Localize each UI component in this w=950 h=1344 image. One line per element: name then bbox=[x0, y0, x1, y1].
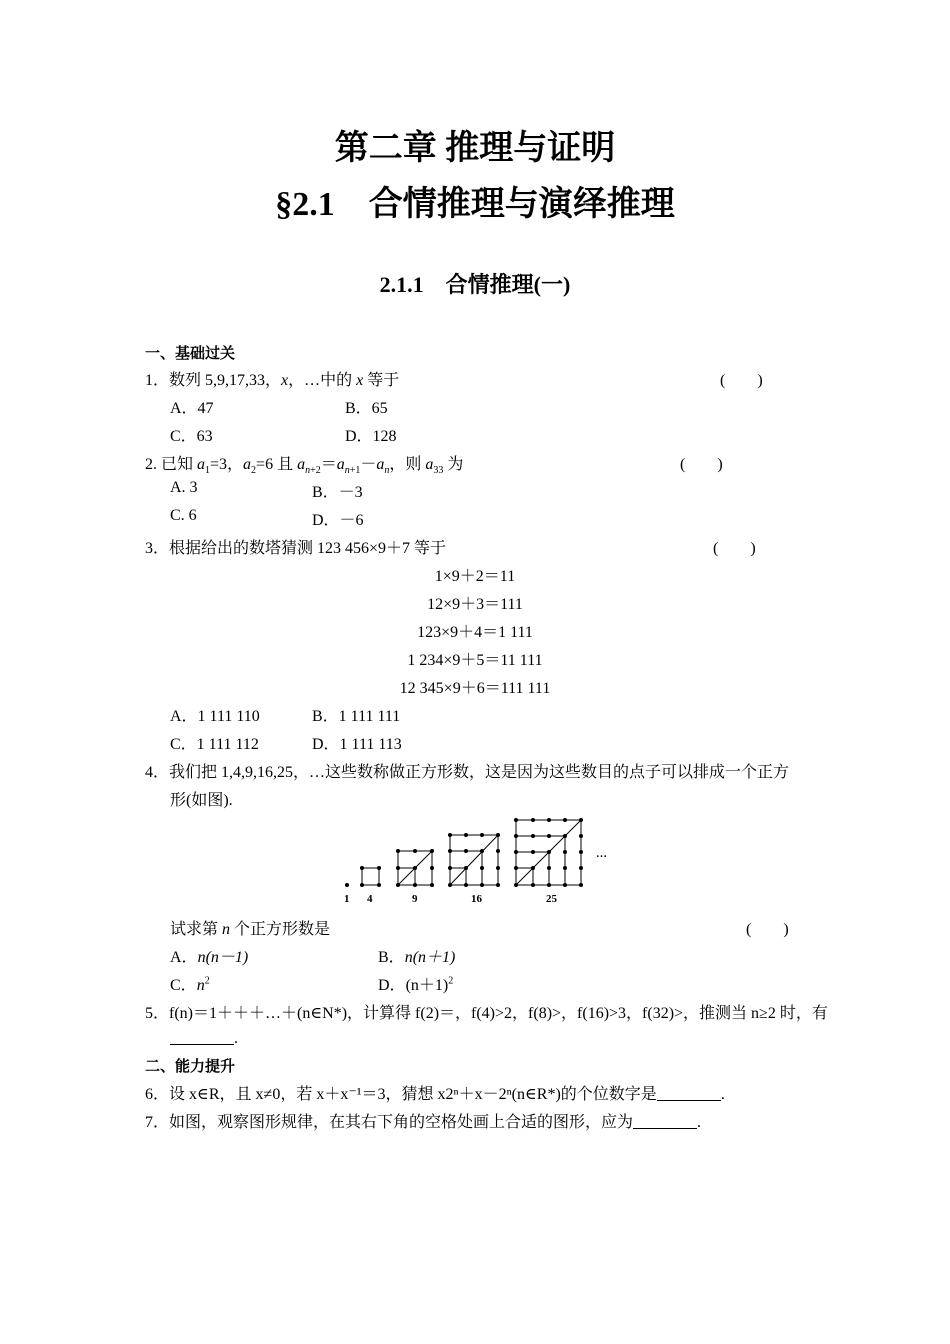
q5-stem: 5．f(n)＝1＋＋＋…＋(n∈N*)，计算得 f(2)＝，f(4)>2，f(8)>，f(16)>3，f(32)>，推测当 n≥2 时，有 bbox=[145, 1005, 828, 1022]
subsection-title: 2.1.1 合情推理(一) bbox=[379, 272, 571, 297]
q3-stem: 3．根据给出的数塔猜测 123 456×9＋7 等于 bbox=[145, 540, 447, 557]
q3-option-b: B．1 111 111 bbox=[312, 708, 401, 725]
part1-heading: 一、基础过关 bbox=[145, 344, 236, 362]
q1-option-c: C．63 bbox=[170, 428, 213, 445]
figure-label-9: 9 bbox=[412, 893, 418, 905]
figure-ellipsis: … bbox=[596, 848, 607, 860]
q2-option-a: A. 3 bbox=[170, 479, 198, 496]
q3-tower-line-5: 12 345×9＋6＝111 111 bbox=[399, 680, 551, 697]
part2-heading: 二、能力提升 bbox=[145, 1057, 236, 1075]
q1-option-a: A．47 bbox=[170, 400, 214, 417]
q4-option-c: C．$n^2$ bbox=[170, 975, 210, 994]
figure-label-25: 25 bbox=[546, 893, 557, 905]
q3-tower-line-3: 123×9＋4＝1 111 bbox=[417, 624, 533, 641]
q6-stem: 6．设 x∈R，且 x≠0，若 x＋x⁻¹＝3，猜想 x2ⁿ＋x－2ⁿ(n∈R*)的个位数字是 . bbox=[145, 1086, 725, 1103]
q4-ask: 试求第 n 个正方形数是 bbox=[170, 921, 331, 938]
q5-blank-line: . bbox=[170, 1028, 238, 1048]
q7-answer-blank[interactable] bbox=[633, 1112, 697, 1129]
q4-option-b: B．n(n＋1) bbox=[378, 949, 456, 966]
q4-stem-line-2: 形(如图). bbox=[170, 792, 233, 809]
q1-option-b: B．65 bbox=[345, 400, 388, 417]
q3-tower-line-1: 1×9＋2＝11 bbox=[434, 568, 516, 585]
q3-option-a: A．1 111 110 bbox=[170, 708, 260, 725]
q2-option-d: D．－6 bbox=[312, 512, 364, 529]
square-numbers-figure bbox=[338, 815, 618, 907]
q3-tower-line-4: 1 234×9＋5＝11 111 bbox=[407, 652, 543, 669]
q4-option-a: A．n(n－1) bbox=[170, 949, 249, 966]
q1-stem: 1．数列 5,9,17,33，x，…中的 x 等于 bbox=[145, 372, 400, 389]
figure-label-1: 1 bbox=[344, 893, 350, 905]
q3-option-c: C．1 111 112 bbox=[170, 736, 259, 753]
q5-answer-blank[interactable] bbox=[170, 1028, 234, 1045]
q6-answer-blank[interactable] bbox=[657, 1084, 721, 1101]
q4-stem-line-1: 4．我们把 1,4,9,16,25，…这些数称做正方形数，这是因为这些数目的点子可以排成一个正方 bbox=[145, 764, 790, 781]
q1-option-d: D．128 bbox=[345, 428, 397, 445]
chapter-title: 第二章 推理与证明 bbox=[334, 130, 616, 167]
q7-stem: 7．如图，观察图形规律，在其右下角的空格处画上合适的图形，应为 . bbox=[145, 1114, 702, 1131]
q4-answer-paren: ( ) bbox=[746, 921, 789, 938]
q3-answer-paren: ( ) bbox=[713, 540, 756, 557]
q2-answer-paren: ( ) bbox=[680, 456, 723, 473]
q2-stem: 2. 已知 $a_1=3$，$a_2=6$ 且 $a_{n+2}=a_{n+1}-a_n$，则 $a_{33}$ 为 bbox=[145, 456, 464, 477]
figure-label-16: 16 bbox=[471, 893, 482, 905]
q3-option-d: D．1 111 113 bbox=[312, 736, 402, 753]
q2-option-b: B．－3 bbox=[312, 484, 363, 501]
q4-option-d: D．$(n+1)^2$ bbox=[378, 975, 454, 994]
q1-answer-paren: ( ) bbox=[720, 372, 763, 389]
section-title: §2.1 合情推理与演绎推理 bbox=[275, 186, 675, 223]
q3-tower-line-2: 12×9＋3＝111 bbox=[427, 596, 523, 613]
q2-option-c: C. 6 bbox=[170, 507, 197, 524]
figure-label-4: 4 bbox=[367, 893, 373, 905]
